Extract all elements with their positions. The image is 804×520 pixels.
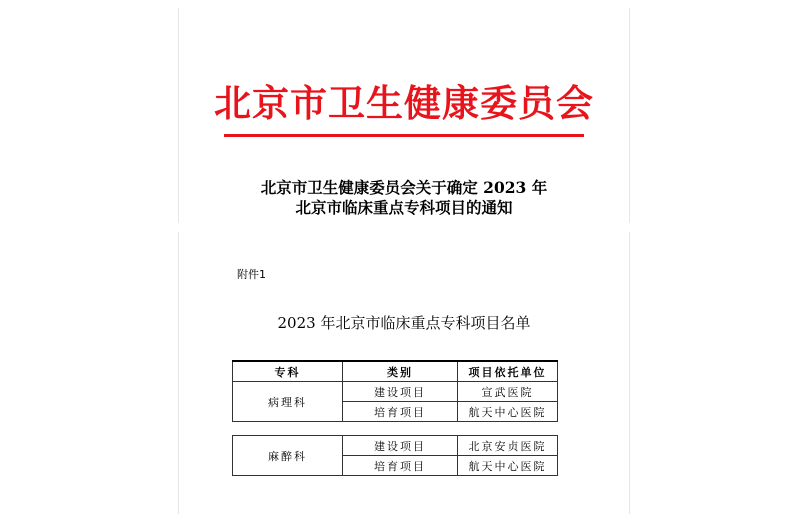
table-row (233, 436, 558, 456)
notice-title-line2: 北京市临床重点专科项目的通知 (295, 198, 513, 217)
category-cell: 培育项目 (343, 456, 458, 476)
header-category: 类别 (343, 361, 458, 382)
specialty-table (232, 360, 558, 422)
specialty-cell: 病理科 (233, 382, 343, 422)
unit-cell: 航天中心医院 (458, 456, 558, 476)
table-header-row (233, 361, 558, 382)
list-title: 2023 年北京市临床重点专科项目名单 (277, 314, 531, 332)
header-unit: 项目依托单位 (458, 361, 558, 382)
red-divider (224, 134, 584, 137)
category-cell: 培育项目 (343, 402, 458, 422)
attachment-page (178, 232, 630, 514)
org-header: 北京市卫生健康委员会 (214, 82, 594, 125)
table-row (233, 382, 558, 402)
category-cell: 建设项目 (343, 436, 458, 456)
notice-title-line1: 北京市卫生健康委员会关于确定 2023 年 (260, 178, 548, 197)
unit-cell: 北京安贞医院 (458, 436, 558, 456)
attachment-label: 附件1 (237, 268, 266, 281)
category-cell: 建设项目 (343, 382, 458, 402)
specialty-table-continued (232, 435, 558, 476)
unit-cell: 宣武医院 (458, 382, 558, 402)
notice-page (178, 8, 630, 223)
header-specialty: 专科 (233, 361, 343, 382)
specialty-cell: 麻醉科 (233, 436, 343, 476)
unit-cell: 航天中心医院 (458, 402, 558, 422)
